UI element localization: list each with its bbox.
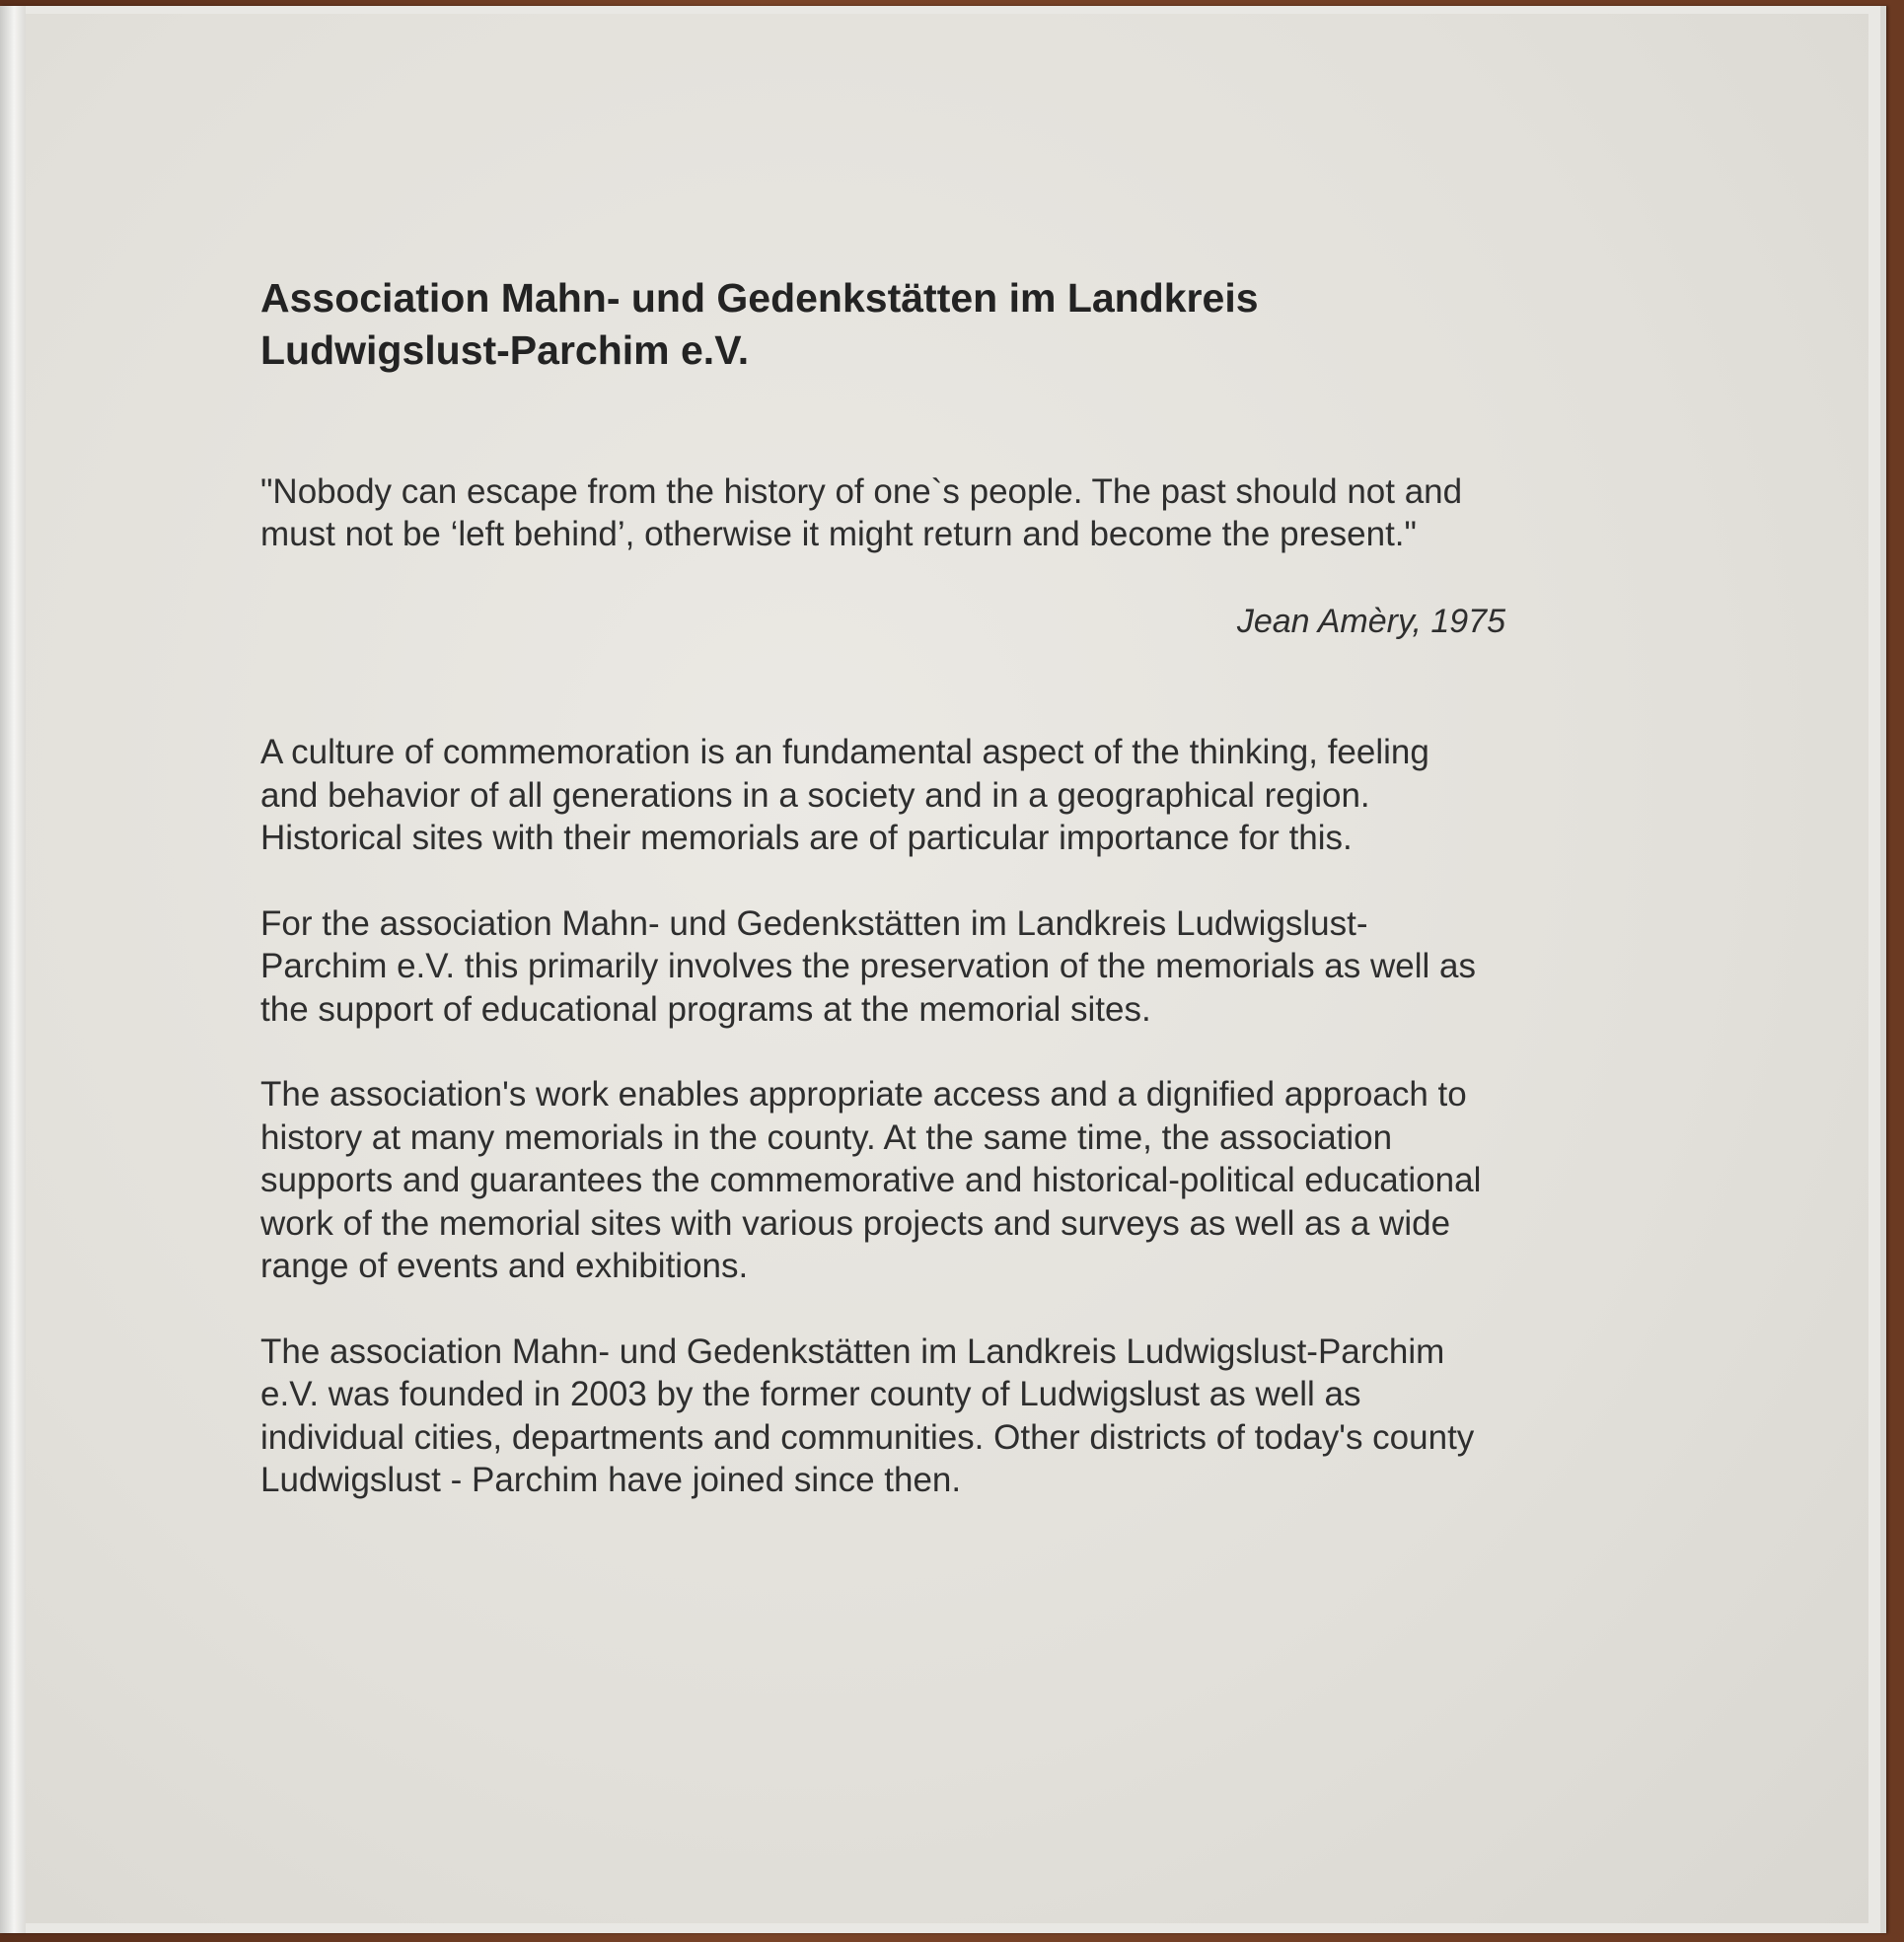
paragraph-line: e.V. was founded in 2003 by the former county of Ludwigslust as well as xyxy=(260,1375,1361,1413)
page-title xyxy=(260,272,1592,377)
paragraph-line: For the association Mahn- und Gedenkstätten im Landkreis Ludwigslust- xyxy=(260,903,1368,943)
paragraph-line: Ludwigslust - Parchim have joined since then. xyxy=(260,1461,962,1499)
paragraph-line: The association's work enables appropriate access and a dignified approach to xyxy=(260,1075,1467,1114)
quote-line: "Nobody can escape from the history of one`s people. The past should not and xyxy=(260,472,1463,511)
paragraph-line: and behavior of all generations in a society and in a geographical region. xyxy=(260,775,1370,815)
title-line: Association Mahn- und Gedenkstätten im Landkreis xyxy=(260,275,1259,321)
epigraph-quote xyxy=(260,470,1592,555)
paragraph-preservation xyxy=(260,902,1592,1032)
book-page xyxy=(26,14,1868,1923)
paragraph-commemoration xyxy=(260,731,1592,860)
title-line: Ludwigslust-Parchim e.V. xyxy=(260,327,750,373)
paragraph-line: history at many memorials in the county. At the same time, the association xyxy=(260,1117,1393,1157)
book-spine xyxy=(0,6,26,1933)
paragraph-founding xyxy=(260,1331,1592,1502)
paragraph-line: Historical sites with their memorials are of particular importance for this. xyxy=(260,819,1353,857)
paragraph-association-work xyxy=(260,1073,1592,1288)
paragraph-line: A culture of commemoration is an fundamental aspect of the thinking, feeling xyxy=(260,733,1429,771)
page-content xyxy=(260,272,1592,1502)
paragraph-line: range of events and exhibitions. xyxy=(260,1247,749,1285)
paragraph-line: individual cities, departments and communities. Other districts of today's county xyxy=(260,1417,1475,1457)
paragraph-line: The association Mahn- und Gedenkstätten im Landkreis Ludwigslust-Parchim xyxy=(260,1331,1445,1371)
paragraph-line: the support of educational programs at the memorial sites. xyxy=(260,989,1151,1029)
paragraph-line: work of the memorial sites with various projects and surveys as well as a wide xyxy=(260,1203,1451,1243)
paragraph-line: Parchim e.V. this primarily involves the preservation of the memorials as well as xyxy=(260,947,1476,985)
quote-line: must not be ‘left behind’, otherwise it might return and become the present." xyxy=(260,515,1417,553)
quote-attribution: Jean Amèry, 1975 xyxy=(1236,603,1505,640)
paragraph-line: supports and guarantees the commemorative and historical-political educational xyxy=(260,1161,1482,1199)
